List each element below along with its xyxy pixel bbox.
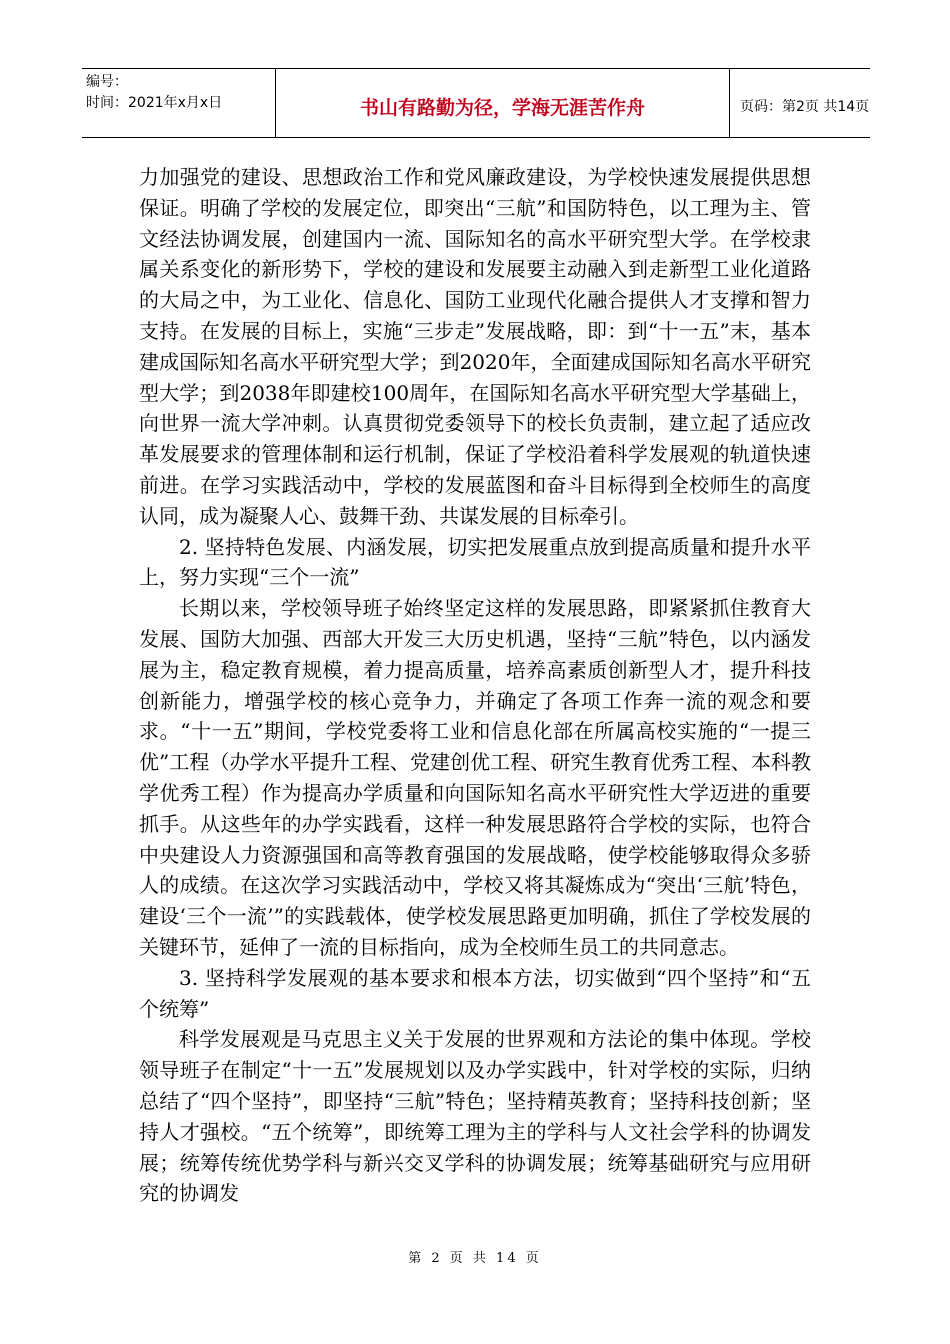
- body-paragraph-1: 力加强党的建设、思想政治工作和党风廉政建设，为学校快速发展提供思想保证。明确了学校的发展定位，即突出“三航”和国防特色，以工理为主、管文经法协调发展，创建国内一流、国际知名的高水平研究型大学。在学校隶属关系变化的新形势下，学校的建设和发展要主动融入到走新型工业化道路的大局之中，为工业化、信息化、国防工业现代化融合提供人才支撑和智力支持。在发展的目标上，实施“三步走”发展战略，即：到“十一五”末，基本建成国际知名高水平研究型大学；到2020年，全面建成国际知名高水平研究型大学；到2038年即建校100周年，在国际知名高水平研究型大学基础上，向世界一流大学冲刺。认真贯彻党委领导下的校长负责制，建立起了适应改革发展要求的管理体制和运行机制，保证了学校沿着科学发展观的轨道快速前进。在学习实践活动中，学校的发展蓝图和奋斗目标得到全校师生的高度认同，成为凝聚人心、鼓舞干劲、共谋发展的目标牵引。: [139, 165, 811, 528]
- body-paragraph-3: 科学发展观是马克思主义关于发展的世界观和方法论的集中体现。学校领导班子在制定“十一五”发展规划以及办学实践中，针对学校的实际，归纳总结了“四个坚持”，即坚持“三航”特色；坚持精英教育；坚持科技创新；坚持人才强校。“五个统筹”，即统筹工理为主的学科与人文社会学科的协调发展；统筹传统优势学科与新兴交叉学科的协调发展；统筹基础研究与应用研究的协调发: [139, 1027, 811, 1206]
- header-page-number: 页码：第2页 共14页: [740, 99, 870, 115]
- header-info-cell: [82, 69, 276, 137]
- page-footer: 第 2 页 共 14 页: [408, 1251, 542, 1266]
- page-header: [82, 68, 870, 138]
- document-time-label: 时间：2021年x月x日: [86, 95, 223, 111]
- section-heading-2: 2. 坚持特色发展、内涵发展，切实把发展重点放到提高质量和提升水平上，努力实现“三个一流”: [139, 534, 811, 590]
- section-heading-3: 3. 坚持科学发展观的基本要求和根本方法，切实做到“四个坚持”和“五个统筹”: [139, 965, 811, 1021]
- document-body: [139, 162, 811, 1209]
- body-paragraph-2: 长期以来，学校领导班子始终坚定这样的发展思路，即紧紧抓住教育大发展、国防大加强、西部大开发三大历史机遇，坚持“三航”特色，以内涵发展为主，稳定教育规模，着力提高质量，培养高素质创新型人才，提升科技创新能力，增强学校的核心竞争力，并确定了各项工作奔一流的观念和要求。“十一五”期间，学校党委将工业和信息化部在所属高校实施的“一提三优”工程（办学水平提升工程、党建创优工程、研究生教育优秀工程、本科教学优秀工程）作为提高办学质量和向国际知名高水平研究性大学迈进的重要抓手。从这些年的办学实践看，这样一种发展思路符合学校的实际，也符合中央建设人力资源强国和高等教育强国的发展战略，使学校能够取得众多骄人的成绩。在这次学习实践活动中，学校又将其凝炼成为“突出‘三航’特色，建设‘三个一流’”的实践载体，使学校发展思路更加明确，抓住了学校发展的关键环节，延伸了一流的目标指向，成为全校师生员工的共同意志。: [139, 596, 811, 959]
- header-motto: 书山有路勤为径，学海无涯苦作舟: [276, 69, 730, 137]
- document-number-label: 编号：: [86, 74, 128, 90]
